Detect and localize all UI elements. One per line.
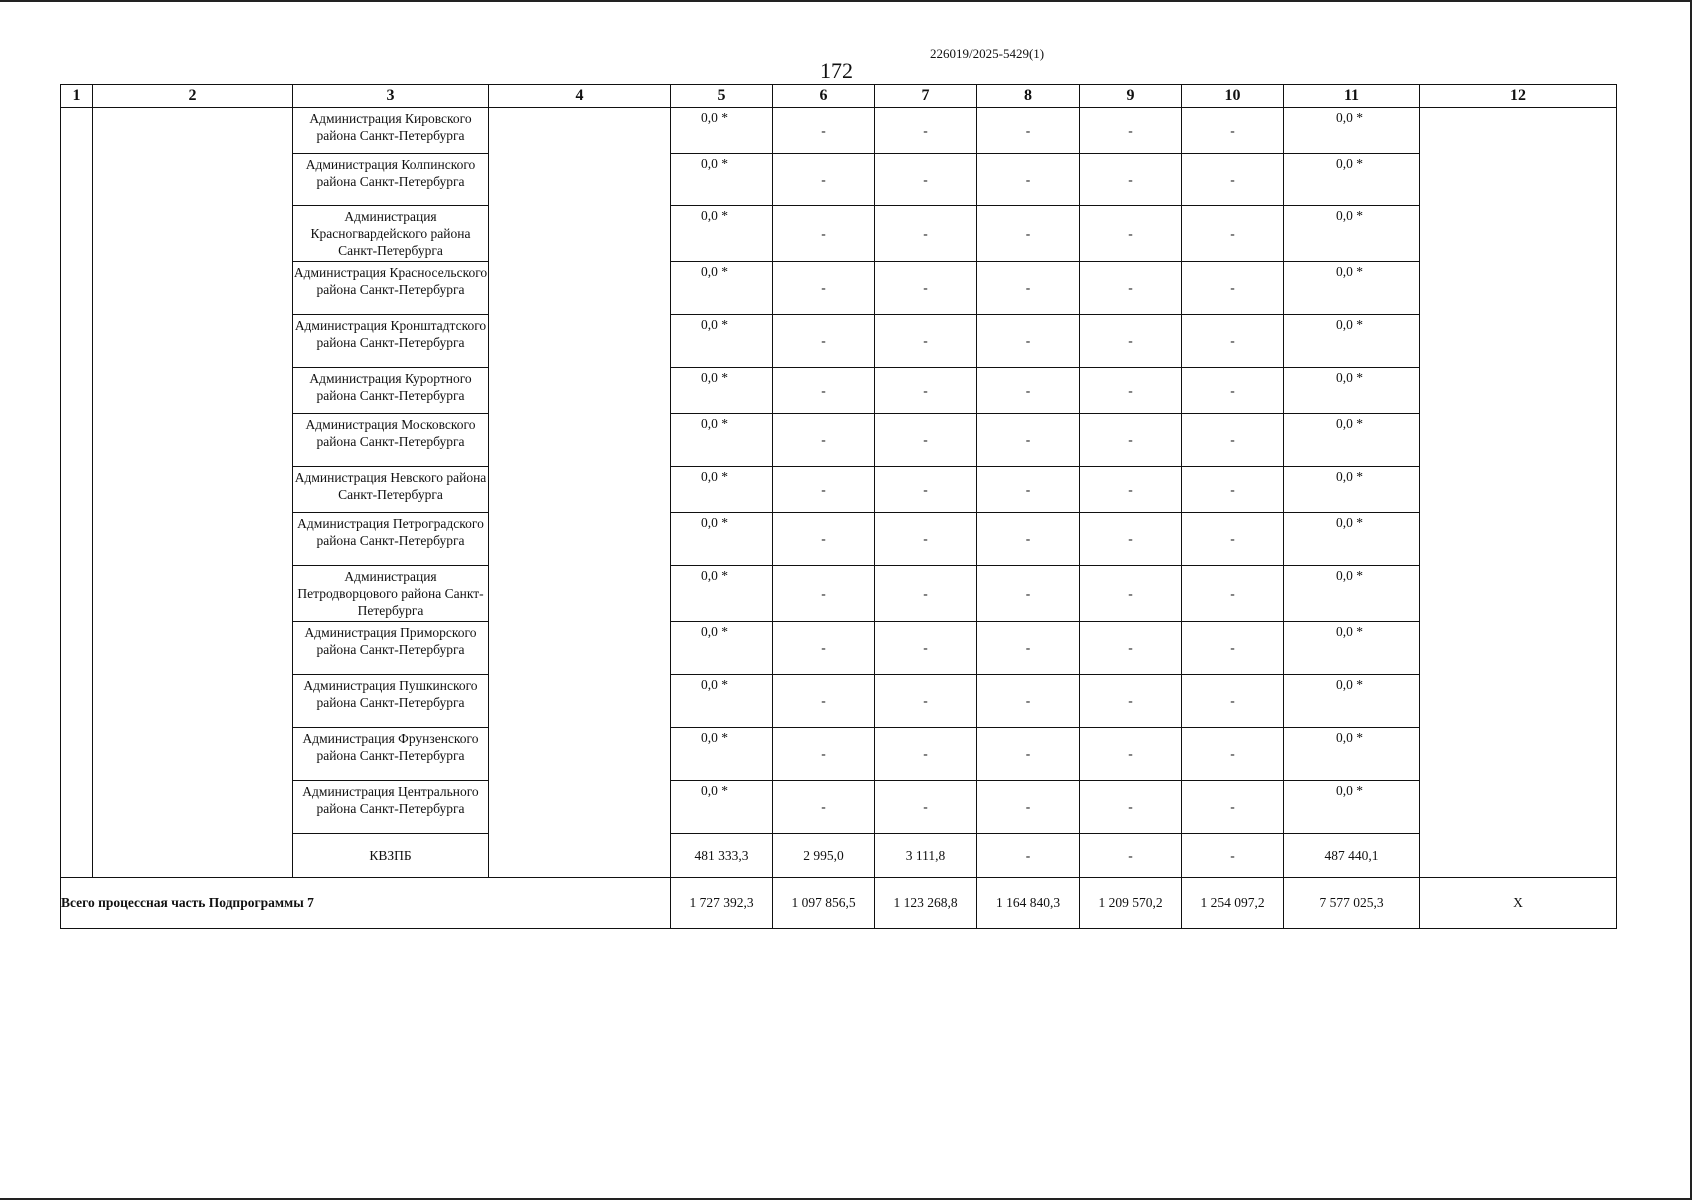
col10-value: -: [1182, 414, 1284, 467]
col10-value: -: [1182, 206, 1284, 262]
col11-value: [1284, 675, 1420, 728]
cell-value: 0,0 *: [1336, 416, 1363, 431]
col9-value: -: [1080, 315, 1182, 368]
executor-name: Администрация Приморского района Санкт-Петербурга: [293, 622, 489, 675]
col6-value: -: [773, 566, 875, 622]
column-header: 10: [1182, 85, 1284, 108]
cell-value: 0,0 *: [701, 783, 728, 798]
col10-value: -: [1182, 154, 1284, 206]
col5-value: [671, 368, 773, 414]
column-header: 1: [61, 85, 93, 108]
col9-value: -: [1080, 262, 1182, 315]
cell-value: 0,0 *: [1336, 624, 1363, 639]
col12-empty-cell: [1420, 108, 1617, 878]
col10-value: -: [1182, 513, 1284, 566]
column-header: 12: [1420, 85, 1617, 108]
col9-value: -: [1080, 513, 1182, 566]
cell-value: 0,0 *: [701, 370, 728, 385]
col6-value: -: [773, 206, 875, 262]
total-col5-value: 1 727 392,3: [671, 878, 773, 929]
col5-value: [671, 206, 773, 262]
total-label: Всего процессная часть Подпрограммы 7: [61, 878, 671, 929]
cell-value: 0,0 *: [1336, 469, 1363, 484]
col11-value: [1284, 781, 1420, 834]
table-row: [61, 262, 1617, 315]
col6-value: -: [773, 414, 875, 467]
executor-name: Администрация Фрунзенского района Санкт-Петербурга: [293, 728, 489, 781]
cell-value: 0,0 *: [701, 624, 728, 639]
col8-value: -: [977, 834, 1080, 878]
col6-value: -: [773, 154, 875, 206]
col11-value: [1284, 154, 1420, 206]
total-col12-value: Х: [1420, 878, 1617, 929]
executor-name: Администрация Красногвардейского района Санкт-Петербурга: [293, 206, 489, 262]
executor-name: КВЗПБ: [293, 834, 489, 878]
cell-value: 0,0 *: [1336, 677, 1363, 692]
col10-value: -: [1182, 834, 1284, 878]
col9-value: -: [1080, 675, 1182, 728]
cell-value: 0,0 *: [701, 208, 728, 223]
col9-value: -: [1080, 566, 1182, 622]
col7-value: -: [875, 262, 977, 315]
cell-value: 0,0 *: [701, 515, 728, 530]
page-number: 172: [820, 58, 853, 83]
col7-value: -: [875, 315, 977, 368]
col11-value: [1284, 728, 1420, 781]
col2-empty-cell: [93, 108, 293, 878]
cell-value: 0,0 *: [1336, 110, 1363, 125]
cell-value: 0,0 *: [701, 264, 728, 279]
total-col7-value: 1 123 268,8: [875, 878, 977, 929]
col7-value: -: [875, 154, 977, 206]
col5-value: [671, 728, 773, 781]
total-col9-value: 1 209 570,2: [1080, 878, 1182, 929]
col8-value: -: [977, 566, 1080, 622]
col8-value: -: [977, 206, 1080, 262]
total-col10-value: 1 254 097,2: [1182, 878, 1284, 929]
cell-value: 0,0 *: [1336, 730, 1363, 745]
executor-name: Администрация Петродворцового района Санкт-Петербурга: [293, 566, 489, 622]
cell-value: 0,0 *: [701, 110, 728, 125]
col5-value: [671, 781, 773, 834]
col5-value: [671, 513, 773, 566]
column-header: 4: [489, 85, 671, 108]
col10-value: -: [1182, 622, 1284, 675]
col8-value: -: [977, 108, 1080, 154]
col7-value: 3 111,8: [875, 834, 977, 878]
col5-value: [671, 154, 773, 206]
col5-value: 481 333,3: [671, 834, 773, 878]
executor-name: Администрация Кронштадтского района Санкт-Петербурга: [293, 315, 489, 368]
col7-value: -: [875, 414, 977, 467]
col6-value: -: [773, 108, 875, 154]
cell-value: 0,0 *: [1336, 156, 1363, 171]
col11-value: [1284, 622, 1420, 675]
table-row: [61, 513, 1617, 566]
col8-value: -: [977, 781, 1080, 834]
col9-value: -: [1080, 108, 1182, 154]
col9-value: -: [1080, 728, 1182, 781]
cell-value: 0,0 *: [1336, 783, 1363, 798]
col8-value: -: [977, 622, 1080, 675]
col10-value: -: [1182, 728, 1284, 781]
col6-value: -: [773, 315, 875, 368]
executor-name: Администрация Пушкинского района Санкт-Петербурга: [293, 675, 489, 728]
col9-value: -: [1080, 414, 1182, 467]
col7-value: -: [875, 108, 977, 154]
col10-value: -: [1182, 467, 1284, 513]
cell-value: 0,0 *: [701, 730, 728, 745]
column-header: 11: [1284, 85, 1420, 108]
table-row: [61, 414, 1617, 467]
cell-value: 0,0 *: [1336, 515, 1363, 530]
col9-value: -: [1080, 154, 1182, 206]
table-row: [61, 566, 1617, 622]
col10-value: -: [1182, 566, 1284, 622]
budget-table: [60, 84, 1617, 929]
col8-value: -: [977, 675, 1080, 728]
total-col6-value: 1 097 856,5: [773, 878, 875, 929]
cell-value: 0,0 *: [701, 677, 728, 692]
total-col11-value: 7 577 025,3: [1284, 878, 1420, 929]
cell-value: 0,0 *: [1336, 370, 1363, 385]
col9-value: -: [1080, 781, 1182, 834]
col5-value: [671, 315, 773, 368]
col11-value: [1284, 315, 1420, 368]
col7-value: -: [875, 781, 977, 834]
col11-value: [1284, 262, 1420, 315]
executor-name: Администрация Невского района Санкт-Петербурга: [293, 467, 489, 513]
column-header: 9: [1080, 85, 1182, 108]
column-header: 5: [671, 85, 773, 108]
col5-value: [671, 414, 773, 467]
column-header: 2: [93, 85, 293, 108]
col6-value: -: [773, 368, 875, 414]
col9-value: -: [1080, 834, 1182, 878]
col7-value: -: [875, 622, 977, 675]
col6-value: 2 995,0: [773, 834, 875, 878]
col6-value: -: [773, 262, 875, 315]
col11-value: [1284, 368, 1420, 414]
column-header: 6: [773, 85, 875, 108]
col6-value: -: [773, 675, 875, 728]
col8-value: -: [977, 414, 1080, 467]
col5-value: [671, 262, 773, 315]
scan-border-top: [0, 0, 1692, 2]
col8-value: -: [977, 154, 1080, 206]
col6-value: -: [773, 513, 875, 566]
executor-name: Администрация Колпинского района Санкт-Петербурга: [293, 154, 489, 206]
col8-value: -: [977, 513, 1080, 566]
document-registration-number: 226019/2025-5429(1): [930, 46, 1045, 61]
table-row: [61, 467, 1617, 513]
col7-value: -: [875, 206, 977, 262]
col5-value: [671, 622, 773, 675]
executor-name: Администрация Центрального района Санкт-Петербурга: [293, 781, 489, 834]
table-row: [61, 315, 1617, 368]
executor-name: Администрация Московского района Санкт-Петербурга: [293, 414, 489, 467]
table-row: [61, 368, 1617, 414]
col11-value: [1284, 566, 1420, 622]
col6-value: -: [773, 728, 875, 781]
column-number-header-row: [61, 85, 1617, 108]
kvzpb-row: [61, 834, 1617, 878]
cell-value: 0,0 *: [701, 156, 728, 171]
col11-value: [1284, 467, 1420, 513]
col11-value: [1284, 414, 1420, 467]
col4-empty-cell: [489, 108, 671, 878]
col7-value: -: [875, 513, 977, 566]
col7-value: -: [875, 566, 977, 622]
table-row: [61, 622, 1617, 675]
col11-value: [1284, 108, 1420, 154]
total-row: [61, 878, 1617, 929]
column-header: 7: [875, 85, 977, 108]
col9-value: -: [1080, 467, 1182, 513]
table-row: [61, 206, 1617, 262]
col8-value: -: [977, 467, 1080, 513]
col10-value: -: [1182, 108, 1284, 154]
executor-name: Администрация Кировского района Санкт-Петербурга: [293, 108, 489, 154]
column-header: 3: [293, 85, 489, 108]
col9-value: -: [1080, 206, 1182, 262]
cell-value: 0,0 *: [1336, 317, 1363, 332]
col6-value: -: [773, 622, 875, 675]
col6-value: -: [773, 467, 875, 513]
cell-value: 0,0 *: [1336, 568, 1363, 583]
total-col8-value: 1 164 840,3: [977, 878, 1080, 929]
cell-value: 0,0 *: [701, 416, 728, 431]
col5-value: [671, 675, 773, 728]
cell-value: 0,0 *: [701, 317, 728, 332]
col7-value: -: [875, 368, 977, 414]
col10-value: -: [1182, 315, 1284, 368]
table-row: [61, 675, 1617, 728]
col9-value: -: [1080, 368, 1182, 414]
executor-name: Администрация Курортного района Санкт-Петербурга: [293, 368, 489, 414]
executor-name: Администрация Петроградского района Санкт-Петербурга: [293, 513, 489, 566]
col11-value: 487 440,1: [1284, 834, 1420, 878]
col11-value: [1284, 206, 1420, 262]
column-header: 8: [977, 85, 1080, 108]
col8-value: -: [977, 262, 1080, 315]
col10-value: -: [1182, 781, 1284, 834]
col5-value: [671, 467, 773, 513]
table-row: [61, 781, 1617, 834]
col10-value: -: [1182, 675, 1284, 728]
col8-value: -: [977, 728, 1080, 781]
executor-name: Администрация Красносельского района Санкт-Петербурга: [293, 262, 489, 315]
col8-value: -: [977, 368, 1080, 414]
col7-value: -: [875, 467, 977, 513]
table-row: [61, 728, 1617, 781]
table-row: [61, 108, 1617, 154]
cell-value: 0,0 *: [701, 469, 728, 484]
cell-value: 0,0 *: [1336, 208, 1363, 223]
col5-value: [671, 108, 773, 154]
col9-value: -: [1080, 622, 1182, 675]
col6-value: -: [773, 781, 875, 834]
col10-value: -: [1182, 368, 1284, 414]
col7-value: -: [875, 675, 977, 728]
col7-value: -: [875, 728, 977, 781]
cell-value: 0,0 *: [701, 568, 728, 583]
col8-value: -: [977, 315, 1080, 368]
col11-value: [1284, 513, 1420, 566]
cell-value: 0,0 *: [1336, 264, 1363, 279]
col10-value: -: [1182, 262, 1284, 315]
col5-value: [671, 566, 773, 622]
table-row: [61, 154, 1617, 206]
col1-empty-cell: [61, 108, 93, 878]
